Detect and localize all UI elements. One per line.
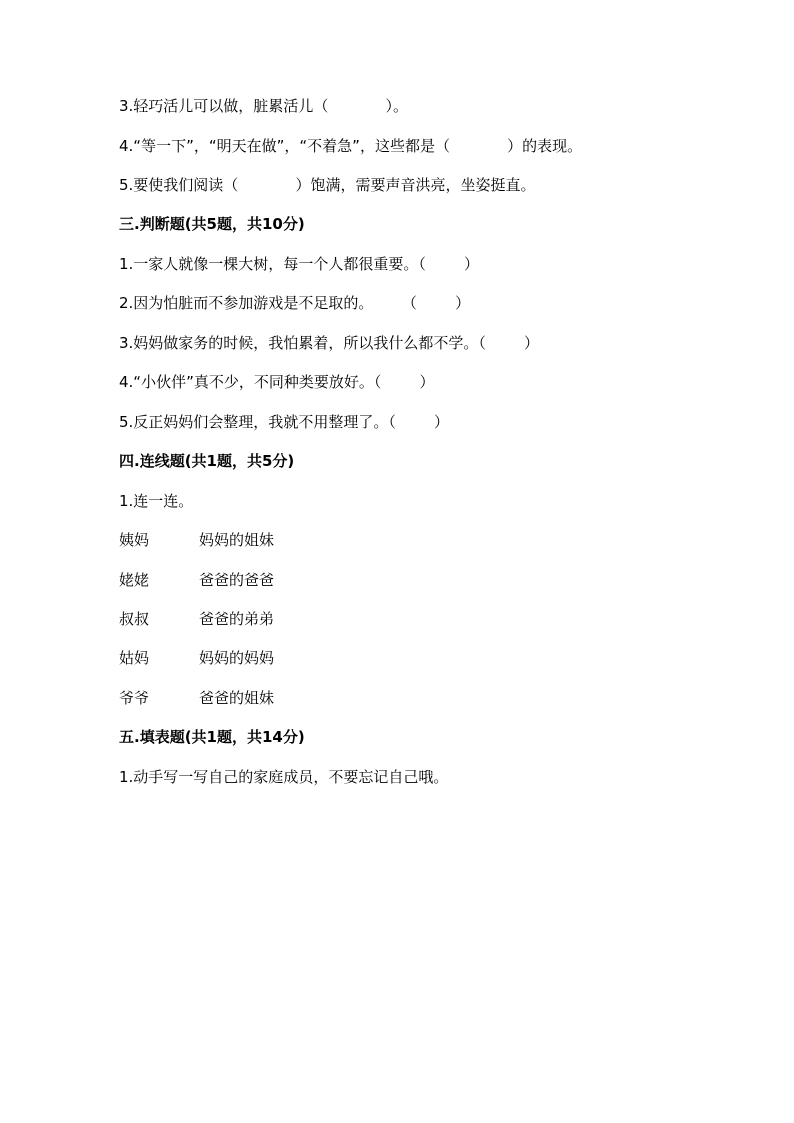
matching-right-item: 妈妈的姐妹 [199, 531, 275, 549]
judge-item-3: 3.妈妈做家务的时候，我怕累着，所以我什么都不学。（ ） [119, 334, 539, 352]
section-table-heading: 五.填表题(共1题，共14分) [119, 728, 305, 746]
matching-right-item: 爸爸的爸爸 [199, 571, 275, 589]
matching-left-item: 爷爷 [119, 689, 150, 707]
judge-item-5: 5.反正妈妈们会整理，我就不用整理了。（ ） [119, 413, 449, 431]
section-matching-heading: 四.连线题(共1题，共5分) [119, 452, 295, 470]
matching-right-item: 爸爸的弟弟 [199, 610, 275, 628]
matching-left-item: 叔叔 [119, 610, 150, 628]
judge-item-2: 2.因为怕脏而不参加游戏是不足取的。 （ ） [119, 294, 471, 312]
fill-blank-item-5: 5.要使我们阅读（ ）饱满，需要声音洪亮，坐姿挺直。 [119, 176, 536, 194]
judge-item-1: 1.一家人就像一棵大树，每一个人都很重要。（ ） [119, 255, 479, 273]
table-question: 1.动手写一写自己的家庭成员，不要忘记自己哦。 [119, 768, 449, 786]
fill-blank-item-3: 3.轻巧活儿可以做，脏累活儿（ ）。 [119, 97, 409, 115]
matching-left-item: 姨妈 [119, 531, 150, 549]
fill-blank-item-4: 4.“等一下”，“明天在做”，“不着急”，这些都是（ ）的表现。 [119, 137, 583, 155]
matching-left-item: 姥姥 [119, 571, 150, 589]
matching-right-item: 爸爸的姐妹 [199, 689, 275, 707]
matching-left-item: 姑妈 [119, 649, 150, 667]
judge-item-4: 4.“小伙伴”真不少，不同种类要放好。（ ） [119, 373, 435, 391]
section-judge-heading: 三.判断题(共5题，共10分) [119, 215, 305, 233]
matching-right-item: 妈妈的妈妈 [199, 649, 275, 667]
matching-question: 1.连一连。 [119, 492, 194, 510]
